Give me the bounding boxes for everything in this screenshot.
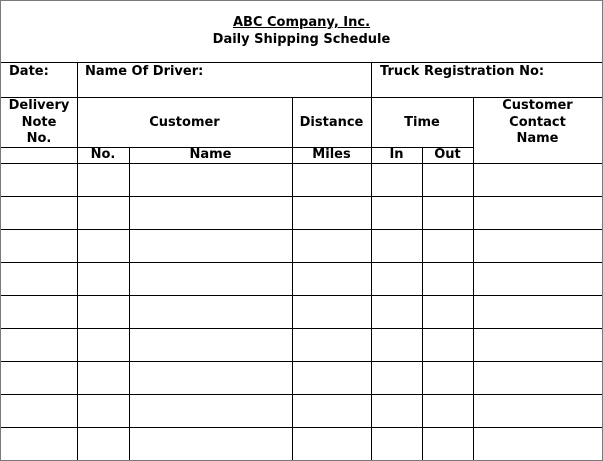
time-in-subheader: In <box>389 147 404 162</box>
time-header: Time <box>404 115 440 130</box>
driver-name-label: Name Of Driver: <box>85 64 204 79</box>
truck-registration-label: Truck Registration No: <box>380 64 545 79</box>
miles-subheader: Miles <box>312 147 351 162</box>
delivery-header-line3: No. <box>26 131 52 146</box>
customer-name-subheader: Name <box>189 147 232 162</box>
delivery-header-line2: Note <box>21 115 57 130</box>
distance-header: Distance <box>299 115 364 130</box>
row-lines <box>1 197 602 428</box>
form-subtitle: Daily Shipping Schedule <box>212 32 391 47</box>
company-title: ABC Company, Inc. <box>232 15 371 30</box>
contact-header-line1: Customer <box>502 98 573 113</box>
contact-header-line2: Contact <box>509 115 566 130</box>
customer-no-subheader: No. <box>90 147 116 162</box>
date-label: Date: <box>9 64 49 79</box>
customer-header: Customer <box>149 115 220 130</box>
contact-header-line3: Name <box>516 131 559 146</box>
delivery-header-line1: Delivery <box>8 98 70 113</box>
time-out-subheader: Out <box>434 147 461 162</box>
